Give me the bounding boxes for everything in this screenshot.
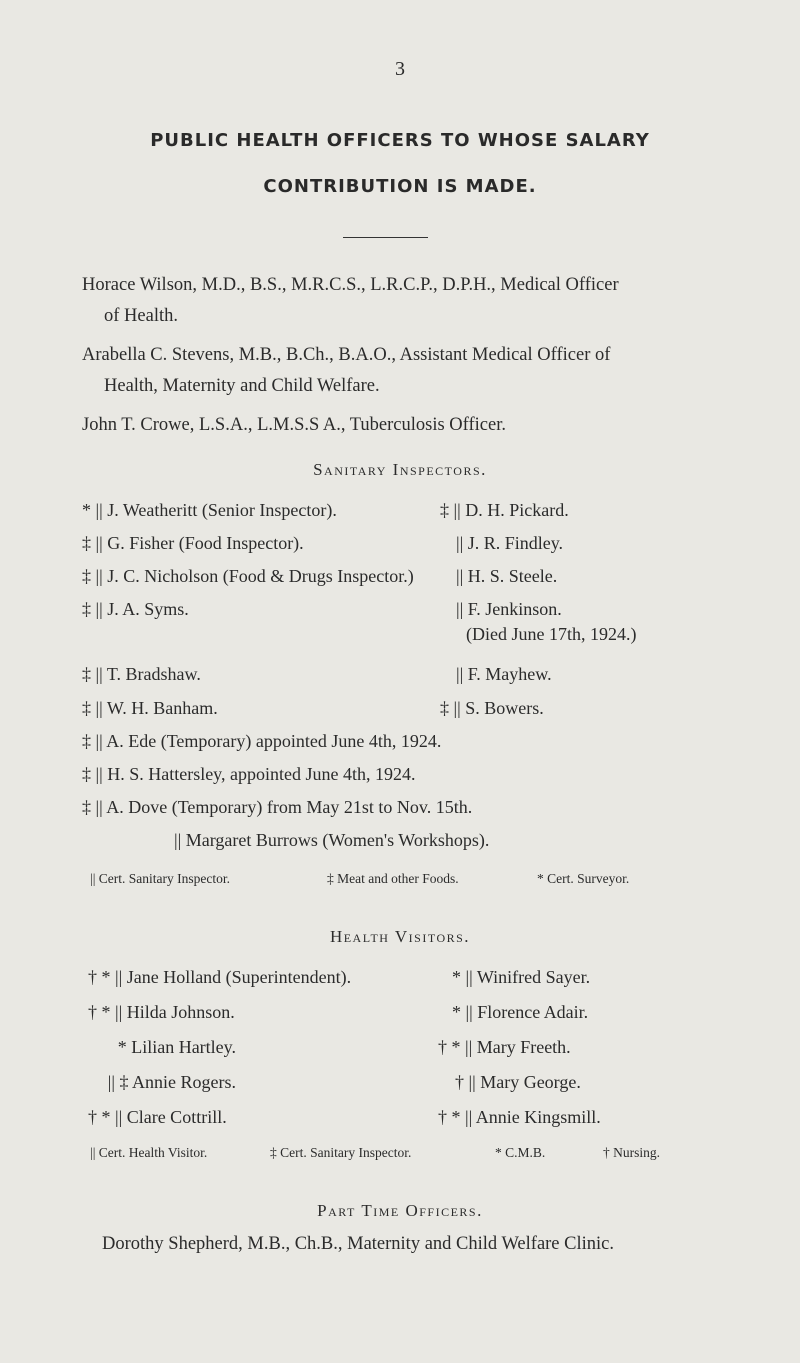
sanitary-row-3-left: ‡ || J. C. Nicholson (Food & Drugs Inspector.) xyxy=(82,566,414,586)
hv-key-cmb: * C.M.B. xyxy=(495,1145,546,1160)
officer-tb-line1: John T. Crowe, L.S.A., L.M.S.S A., Tuberculosis Officer. xyxy=(82,415,506,435)
sanitary-row-7: ‡ || A. Ede (Temporary) appointed June 4th, 1924. xyxy=(82,731,442,751)
sanitary-key-meat: ‡ Meat and other Foods. xyxy=(327,871,459,886)
sanitary-row-9: ‡ || A. Dove (Temporary) from May 21st to Nov. 15th. xyxy=(82,797,473,817)
sanitary-row-1-left: * || J. Weatheritt (Senior Inspector). xyxy=(82,500,337,520)
sanitary-row-2-right: || J. R. Findley. xyxy=(456,533,564,553)
officer-mo-line1: Horace Wilson, M.D., B.S., M.R.C.S., L.R.C.P., D.P.H., Medical Officer xyxy=(82,275,619,295)
page-title-line-2: CONTRIBUTION IS MADE. xyxy=(263,176,537,197)
hv-row-5-right: † * || Annie Kingsmill. xyxy=(438,1107,601,1127)
hv-row-4-right: † || Mary George. xyxy=(455,1072,581,1092)
sanitary-key-surveyor: * Cert. Surveyor. xyxy=(537,871,630,886)
officer-amo-line2: Health, Maternity and Child Welfare. xyxy=(104,376,380,396)
hv-key-cert-inspector: ‡ Cert. Sanitary Inspector. xyxy=(270,1145,412,1160)
title-divider xyxy=(343,237,428,238)
officer-amo-line1: Arabella C. Stevens, M.B., B.Ch., B.A.O., Assistant Medical Officer of xyxy=(82,345,611,365)
hv-row-4-left: || ‡ Annie Rogers. xyxy=(107,1072,236,1092)
hv-key-nursing: † Nursing. xyxy=(603,1145,660,1160)
hv-row-1-right: * || Winifred Sayer. xyxy=(452,967,591,987)
hv-row-1-left: † * || Jane Holland (Superintendent). xyxy=(88,967,352,987)
page-title-line-1: PUBLIC HEALTH OFFICERS TO WHOSE SALARY xyxy=(150,130,650,151)
sanitary-inspectors-heading: Sanitary Inspectors. xyxy=(313,460,487,479)
sanitary-row-8: ‡ || H. S. Hattersley, appointed June 4th, 1924. xyxy=(82,764,416,784)
hv-row-3-right: † * || Mary Freeth. xyxy=(438,1037,571,1057)
sanitary-row-4-right: || F. Jenkinson. xyxy=(456,599,562,619)
sanitary-key-cert-inspector: || Cert. Sanitary Inspector. xyxy=(90,871,230,886)
sanitary-row-6-right: ‡ || S. Bowers. xyxy=(440,698,544,718)
officer-entry-amo xyxy=(82,340,722,402)
officer-mo-line2: of Health. xyxy=(104,306,178,326)
sanitary-row-3-right: || H. S. Steele. xyxy=(456,566,558,586)
sanitary-row-10: || Margaret Burrows (Women's Workshops). xyxy=(174,830,490,850)
sanitary-row-2-left: ‡ || G. Fisher (Food Inspector). xyxy=(82,533,304,553)
part-time-officers-heading: Part Time Officers. xyxy=(317,1201,483,1220)
sanitary-row-5-left: ‡ || T. Bradshaw. xyxy=(82,664,201,684)
hv-row-5-left: † * || Clare Cottrill. xyxy=(88,1107,227,1127)
sanitary-row-5-right: || F. Mayhew. xyxy=(456,664,552,684)
officer-entry-mo xyxy=(82,270,722,332)
sanitary-row-4-note: (Died June 17th, 1924.) xyxy=(466,624,637,644)
hv-row-3-left: * Lilian Hartley. xyxy=(117,1037,236,1057)
hv-row-2-left: † * || Hilda Johnson. xyxy=(88,1002,235,1022)
part-time-officer-entry: Dorothy Shepherd, M.B., Ch.B., Maternity and Child Welfare Clinic. xyxy=(102,1234,614,1254)
sanitary-row-1-right: ‡ || D. H. Pickard. xyxy=(440,500,569,520)
sanitary-row-4-left: ‡ || J. A. Syms. xyxy=(82,599,189,619)
page-number: 3 xyxy=(395,58,405,80)
hv-key-cert-visitor: || Cert. Health Visitor. xyxy=(90,1145,208,1160)
officer-entry-tb xyxy=(82,410,722,441)
health-visitors-heading: Health Visitors. xyxy=(329,927,471,946)
sanitary-row-6-left: ‡ || W. H. Banham. xyxy=(82,698,218,718)
hv-row-2-right: * || Florence Adair. xyxy=(452,1002,589,1022)
